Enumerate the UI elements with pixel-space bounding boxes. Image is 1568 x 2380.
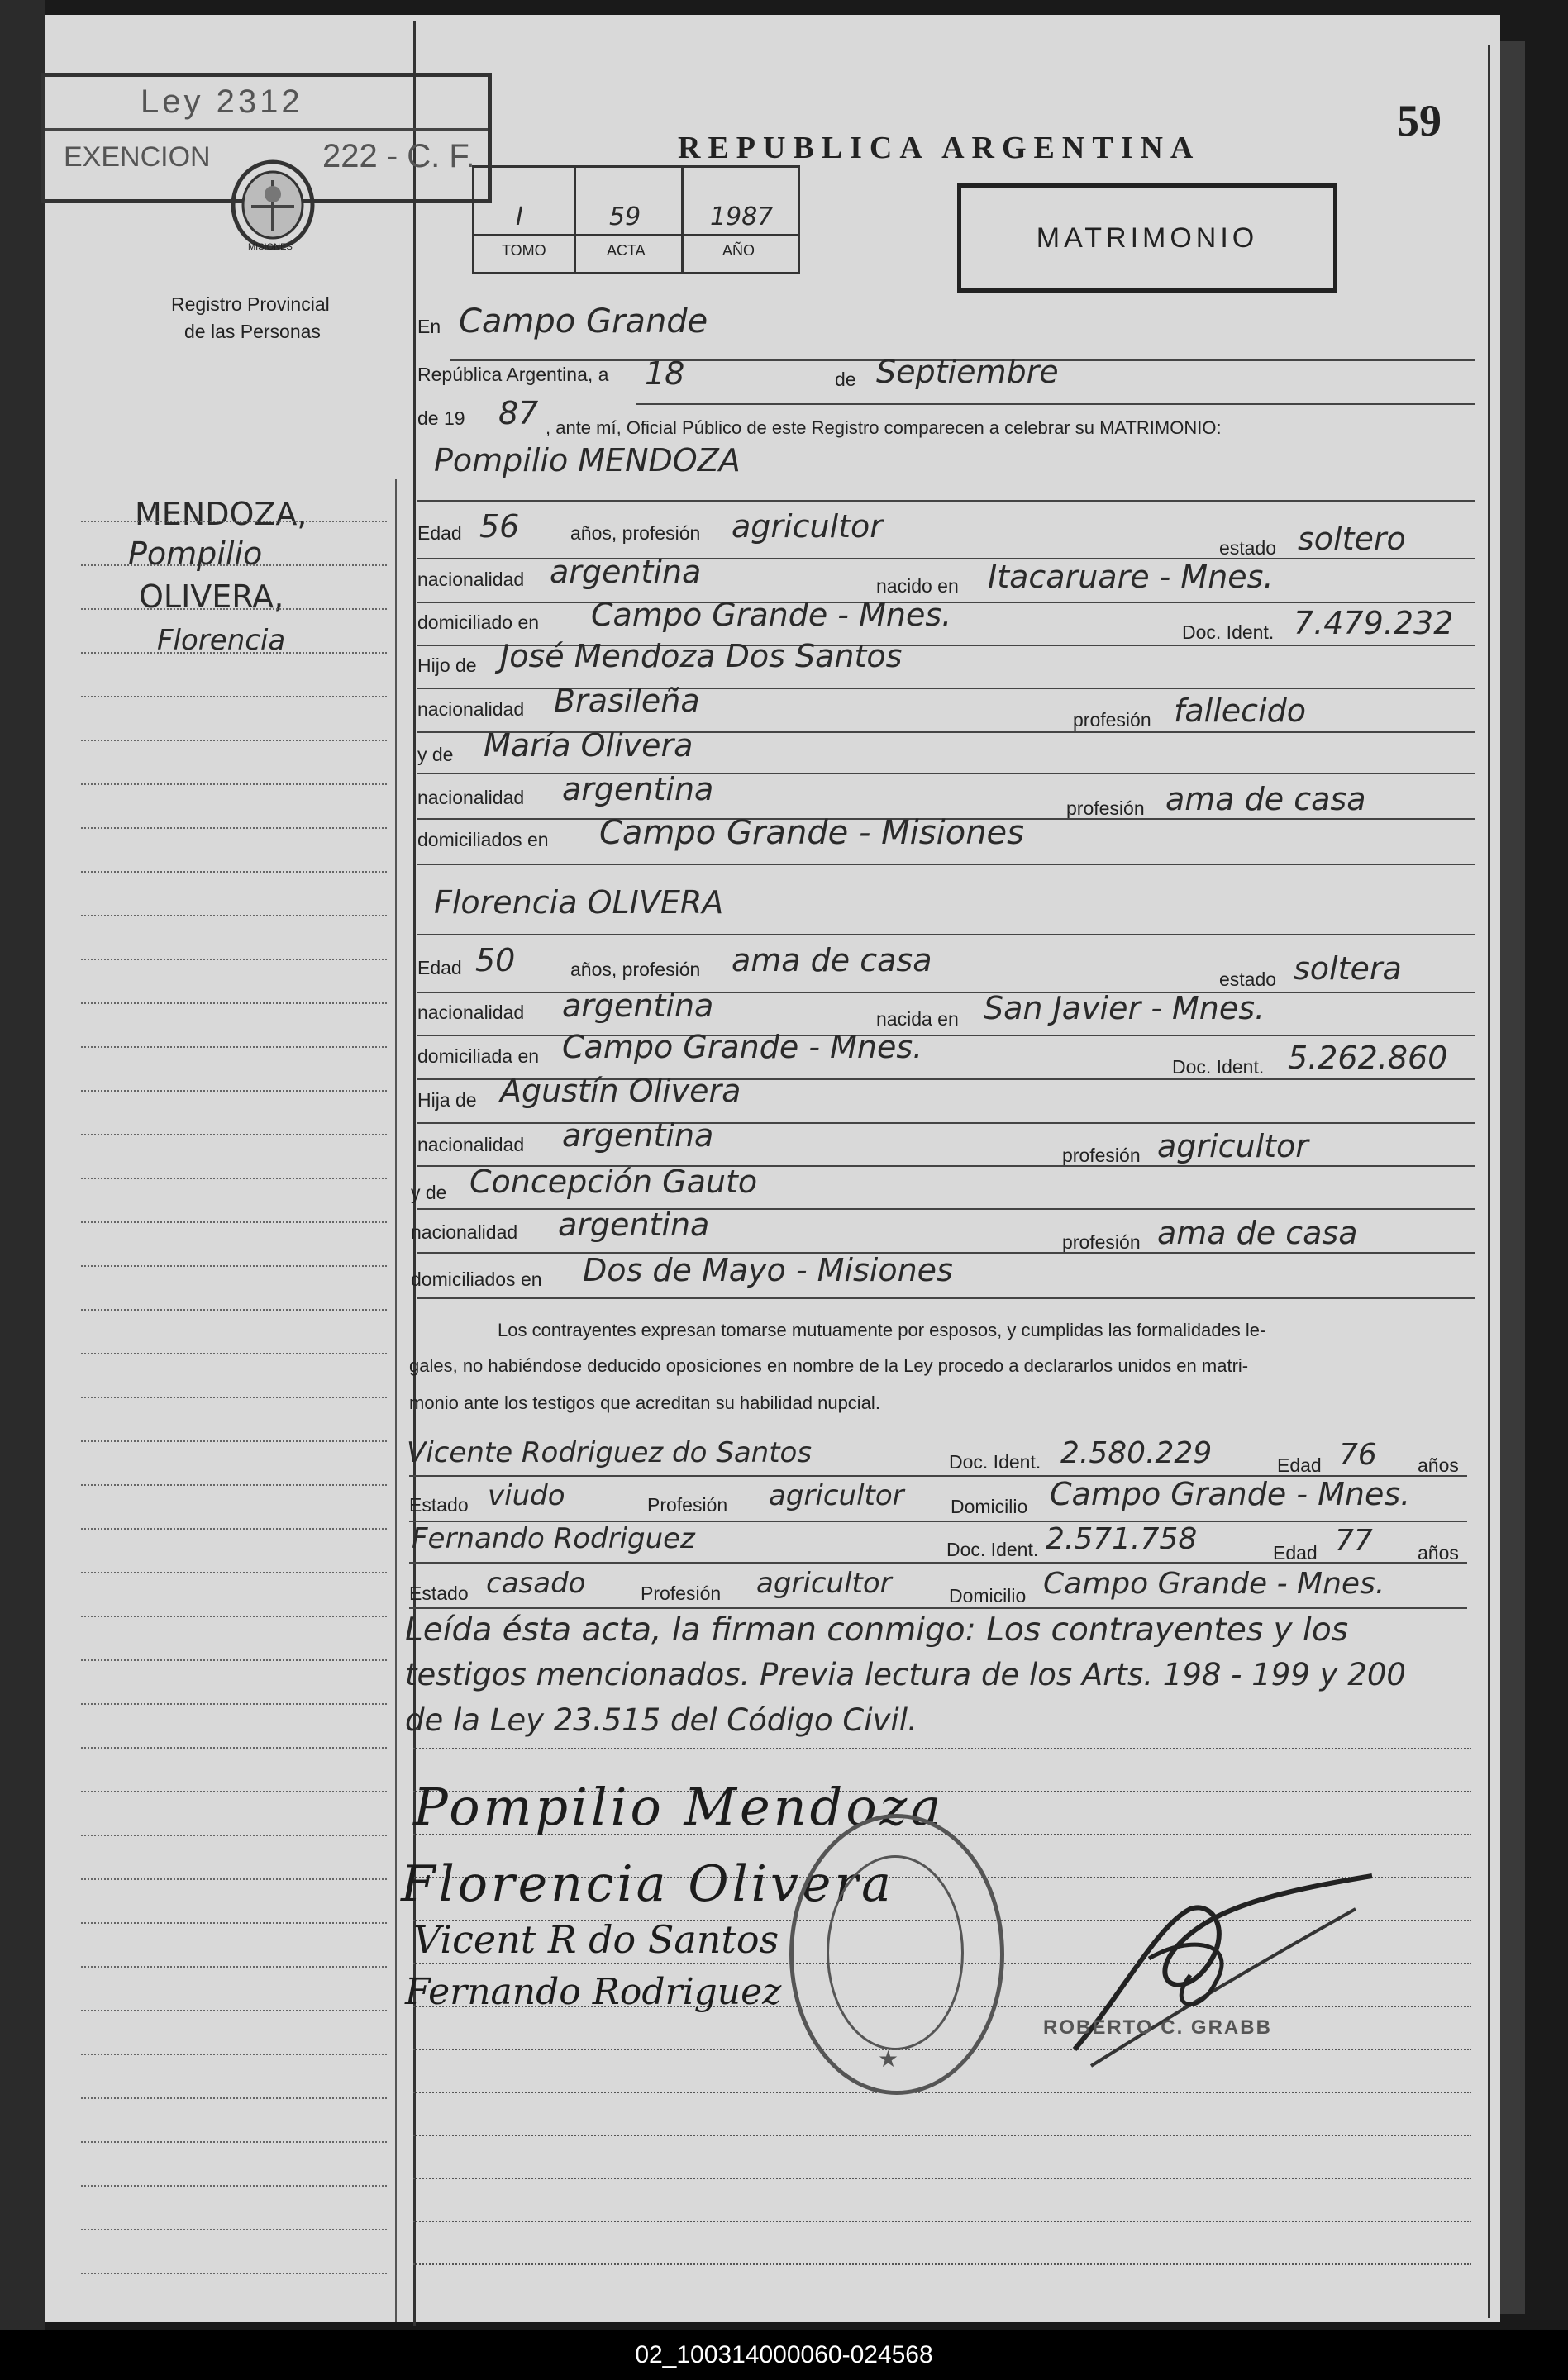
margin-ledger-line [81, 521, 387, 522]
content-vertical-rule [395, 479, 397, 2322]
bride-padre-nac-label: nacionalidad [417, 1134, 525, 1155]
margin-ledger-line [81, 1046, 387, 1048]
emblem-label: MISIONES [248, 242, 293, 252]
groom-estado: soltero [1298, 521, 1406, 557]
groom-yde-label: y de [417, 744, 454, 765]
witness2-name: Fernando Rodriguez [412, 1522, 695, 1555]
witness2-doc: 2.571.758 [1046, 1522, 1198, 1556]
body-ledger-line [413, 2221, 1471, 2222]
margin-ledger-line [81, 871, 387, 873]
witness2-dom-label: Domicilio [949, 1585, 1027, 1606]
witness2-anos-label: años [1418, 1542, 1459, 1564]
witness2-edad: 77 [1335, 1524, 1373, 1558]
witness2-row2-underline [409, 1607, 1467, 1609]
closing-line-3: de la Ley 23.515 del Código Civil. [405, 1702, 917, 1738]
groom-anos-label: años, profesión [570, 522, 701, 544]
witness1-doc-label: Doc. Ident. [949, 1451, 1041, 1473]
official-signature-icon [1025, 1859, 1389, 2082]
marriage-place: Campo Grande [459, 302, 708, 340]
margin-ledger-line [81, 1265, 387, 1267]
groom-nacionalidad: argentina [550, 554, 702, 590]
margin-ledger-line [81, 1309, 387, 1311]
margin-ledger-line [81, 1528, 387, 1530]
bride-nac-label: nacionalidad [417, 1002, 525, 1023]
bride-nacida-label: nacida en [876, 1008, 959, 1030]
declaration-line-1: Los contrayentes expresan tomarse mutuamente por esposos, y cumplidas las formalidades le- [498, 1320, 1266, 1340]
margin-ledger-line [81, 1791, 387, 1792]
margin-ledger-line [81, 2141, 387, 2143]
bride-padre-profesion: agricultor [1157, 1128, 1308, 1164]
signature-bride: Florencia Olivera [401, 1855, 894, 1913]
bride-madre-nacionalidad: argentina [558, 1207, 710, 1243]
bride-madre-prof-label: profesión [1062, 1231, 1141, 1253]
seal-star-icon: ★ [878, 2046, 899, 2072]
declaration-line-3: monio ante los testigos que acreditan su habilidad nupcial. [409, 1392, 880, 1413]
intro-republica-label: República Argentina, a [417, 364, 609, 385]
registry-line-1: Registro Provincial [171, 293, 330, 315]
margin-ledger-line [81, 1178, 387, 1179]
bride-madre-profesion: ama de casa [1157, 1215, 1358, 1251]
margin-ledger-line [81, 1397, 387, 1398]
document-type-box [957, 183, 1337, 293]
bride-padre-prof-label: profesión [1062, 1145, 1141, 1166]
bride-yde-label: y de [411, 1182, 447, 1203]
margin-ledger-line [81, 652, 387, 654]
bride-doc: 5.262.860 [1288, 1040, 1448, 1076]
groom-row8-underline [417, 864, 1475, 865]
bride-doc-label: Doc. Ident. [1172, 1056, 1265, 1078]
right-page-rule [1488, 45, 1490, 2318]
intro-de-label: de [835, 369, 856, 390]
margin-ledger-line [81, 608, 387, 610]
witness1-edad: 76 [1339, 1438, 1377, 1472]
signature-witness2: Fernando Rodriguez [405, 1971, 782, 2013]
groom-madre-nacionalidad: argentina [562, 771, 714, 807]
groom-profesion: agricultor [732, 508, 883, 545]
witness1-anos-label: años [1418, 1454, 1459, 1476]
body-ledger-line [413, 2263, 1471, 2265]
misiones-emblem-icon [223, 157, 322, 256]
image-caption: 02_100314000060-024568 [0, 2330, 1568, 2380]
groom-hijo-label: Hijo de [417, 654, 477, 676]
bride-madre: Concepción Gauto [469, 1164, 758, 1200]
witness2-estado-label: Estado [409, 1583, 469, 1604]
margin-ledger-line [81, 1922, 387, 1924]
bride-nacida: San Javier - Mnes. [984, 990, 1265, 1026]
margin-ledger-line [81, 2273, 387, 2274]
witness1-name: Vicente Rodriguez do Santos [407, 1436, 813, 1469]
witness2-prof-label: Profesión [641, 1583, 722, 1604]
margin-ledger-line [81, 1090, 387, 1092]
witness1-estado: viudo [488, 1479, 565, 1512]
closing-line-2: testigos mencionados. Previa lectura de los Arts. 198 - 199 y 200 [405, 1657, 1406, 1692]
bride-edad: 50 [475, 942, 516, 978]
groom-name-underline [417, 500, 1475, 502]
bride-profesion: ama de casa [732, 942, 932, 978]
document-type: MATRIMONIO [1036, 221, 1259, 254]
witness1-prof-label: Profesión [647, 1494, 728, 1516]
margin-name-1: MENDOZA, [135, 496, 307, 532]
witness2-row1-underline [409, 1562, 1467, 1564]
margin-ledger-line [81, 2054, 387, 2055]
bride-anos-label: años, profesión [570, 959, 701, 980]
acta-divider-2 [681, 168, 684, 272]
margin-ledger-line [81, 696, 387, 697]
acta-value: 59 [609, 202, 641, 231]
margin-ledger-line [81, 1440, 387, 1442]
intro-en-label: En [417, 316, 441, 337]
groom-padre: José Mendoza Dos Santos [500, 638, 903, 674]
groom-edad-label: Edad [417, 522, 462, 544]
groom-padre-nacionalidad: Brasileña [554, 683, 700, 719]
witness1-edad-label: Edad [1277, 1454, 1322, 1476]
margin-ledger-line [81, 1002, 387, 1004]
stamp-exemption-number: 222 - C. F. [322, 138, 475, 174]
groom-nac-label: nacionalidad [417, 569, 525, 590]
marriage-month: Septiembre [876, 354, 1059, 390]
groom-padres-domicilio: Campo Grande - Misiones [599, 814, 1025, 852]
margin-ledger-line [81, 1353, 387, 1354]
stamp-law: Ley 2312 [141, 83, 303, 120]
margin-ledger-line [81, 564, 387, 566]
witness1-dom-label: Domicilio [951, 1496, 1028, 1517]
margin-ledger-line [81, 2010, 387, 2011]
groom-madre-profesion: ama de casa [1165, 781, 1366, 817]
acta-label: ACTA [607, 242, 646, 259]
groom-domicilio: Campo Grande - Mnes. [591, 597, 952, 633]
groom-padre-profesion: fallecido [1174, 693, 1306, 729]
margin-ledger-line [81, 740, 387, 741]
margin-ledger-line [81, 827, 387, 829]
groom-edad: 56 [479, 508, 520, 545]
bride-nacionalidad: argentina [562, 988, 714, 1024]
ano-value: 1987 [710, 202, 774, 231]
witness2-profesion: agricultor [756, 1567, 892, 1600]
groom-nacido-label: nacido en [876, 575, 959, 597]
groom-padre-prof-label: profesión [1073, 709, 1151, 731]
acta-divider-1 [574, 168, 576, 272]
page-title: REPUBLICA ARGENTINA [678, 131, 1201, 165]
groom-madre: María Olivera [484, 727, 693, 764]
bride-name: Florencia OLIVERA [434, 884, 724, 921]
groom-doc-label: Doc. Ident. [1182, 621, 1275, 643]
bride-row8-underline [417, 1297, 1475, 1299]
signature-witness1: Vicent R do Santos [413, 1917, 779, 1962]
margin-name-2: Pompilio [128, 536, 263, 572]
groom-doc: 7.479.232 [1294, 605, 1454, 641]
body-ledger-line [413, 1748, 1471, 1749]
witness1-doc: 2.580.229 [1060, 1436, 1213, 1470]
groom-name: Pompilio MENDOZA [434, 442, 741, 478]
acta-reference-box [472, 165, 800, 274]
margin-ledger-line [81, 1484, 387, 1486]
groom-estado-label: estado [1219, 537, 1277, 559]
closing-line-1: Leída ésta acta, la firman conmigo: Los contrayentes y los [405, 1611, 1349, 1649]
groom-nacido: Itacaruare - Mnes. [988, 559, 1274, 595]
witness2-doc-label: Doc. Ident. [946, 1539, 1039, 1560]
province-emblem [223, 157, 322, 256]
bride-padre-nacionalidad: argentina [562, 1117, 714, 1154]
margin-ledger-line [81, 783, 387, 785]
intro-text: , ante mí, Oficial Público de este Registro comparecen a celebrar su MATRIMONIO: [546, 417, 1222, 438]
margin-ledger-line [81, 1835, 387, 1836]
margin-ledger-line [81, 1747, 387, 1749]
bride-madre-nac-label: nacionalidad [411, 1221, 518, 1243]
tomo-value: I [516, 202, 523, 231]
bride-doms-label: domiciliados en [411, 1269, 542, 1290]
bride-hija-label: Hija de [417, 1089, 477, 1111]
margin-name-4: Florencia [157, 624, 286, 657]
registry-line-2: de las Personas [184, 321, 321, 342]
bride-name-underline [417, 934, 1475, 935]
bride-estado-label: estado [1219, 969, 1277, 990]
margin-ledger-line [81, 1966, 387, 1968]
witness1-profesion: agricultor [769, 1479, 904, 1512]
page-number: 59 [1397, 96, 1442, 145]
date-underline [636, 403, 1475, 405]
margin-ledger-line [81, 1659, 387, 1661]
body-ledger-line [413, 2092, 1471, 2093]
bride-edad-label: Edad [417, 957, 462, 978]
stamp-divider [45, 128, 488, 131]
bride-estado: soltera [1294, 950, 1402, 987]
groom-madre-prof-label: profesión [1066, 797, 1145, 819]
margin-ledger-line [81, 1572, 387, 1573]
witness2-estado: casado [486, 1567, 586, 1600]
marriage-day: 18 [645, 355, 685, 392]
marriage-year: 87 [498, 395, 539, 431]
margin-ledger-line [81, 1221, 387, 1223]
bride-dom-label: domiciliada en [417, 1045, 540, 1067]
intro-year-label: de 19 [417, 407, 465, 429]
margin-ledger-line [81, 1703, 387, 1705]
groom-padre-nac-label: nacionalidad [417, 698, 525, 720]
witness1-estado-label: Estado [409, 1494, 469, 1516]
witness2-edad-label: Edad [1273, 1542, 1318, 1564]
witness2-domicilio: Campo Grande - Mnes. [1043, 1567, 1385, 1601]
bride-padres-domicilio: Dos de Mayo - Misiones [583, 1252, 953, 1288]
signature-groom: Pompilio Mendoza [413, 1777, 945, 1837]
margin-name-3: OLIVERA, [139, 578, 284, 615]
margin-ledger-line [81, 1616, 387, 1617]
official-seal-inner [827, 1855, 964, 2050]
ano-label: AÑO [722, 242, 755, 259]
book-edge [1500, 41, 1525, 2314]
bride-padre: Agustín Olivera [500, 1073, 741, 1109]
groom-madre-nac-label: nacionalidad [417, 787, 525, 808]
tomo-label: TOMO [502, 242, 546, 259]
margin-ledger-line [81, 915, 387, 916]
official-stamp: ROBERTO C. GRABB [1043, 2016, 1272, 2039]
margin-ledger-line [81, 959, 387, 960]
witness1-domicilio: Campo Grande - Mnes. [1050, 1476, 1411, 1512]
groom-doms-label: domiciliados en [417, 829, 549, 850]
declaration-line-2: gales, no habiéndose deducido oposiciones en nombre de la Ley procedo a declararlos unidos en matri- [409, 1355, 1249, 1376]
margin-ledger-line [81, 1134, 387, 1135]
stamp-exemption: EXENCION [64, 141, 211, 173]
groom-dom-label: domiciliado en [417, 612, 540, 633]
margin-ledger-line [81, 2097, 387, 2099]
body-ledger-line [413, 2178, 1471, 2179]
margin-ledger-line [81, 2185, 387, 2187]
body-ledger-line [413, 2135, 1471, 2136]
margin-ledger-line [81, 2229, 387, 2230]
acta-baseline [474, 234, 798, 236]
bride-domicilio: Campo Grande - Mnes. [562, 1029, 923, 1065]
book-spine [0, 0, 45, 2330]
margin-ledger-line [81, 1878, 387, 1880]
